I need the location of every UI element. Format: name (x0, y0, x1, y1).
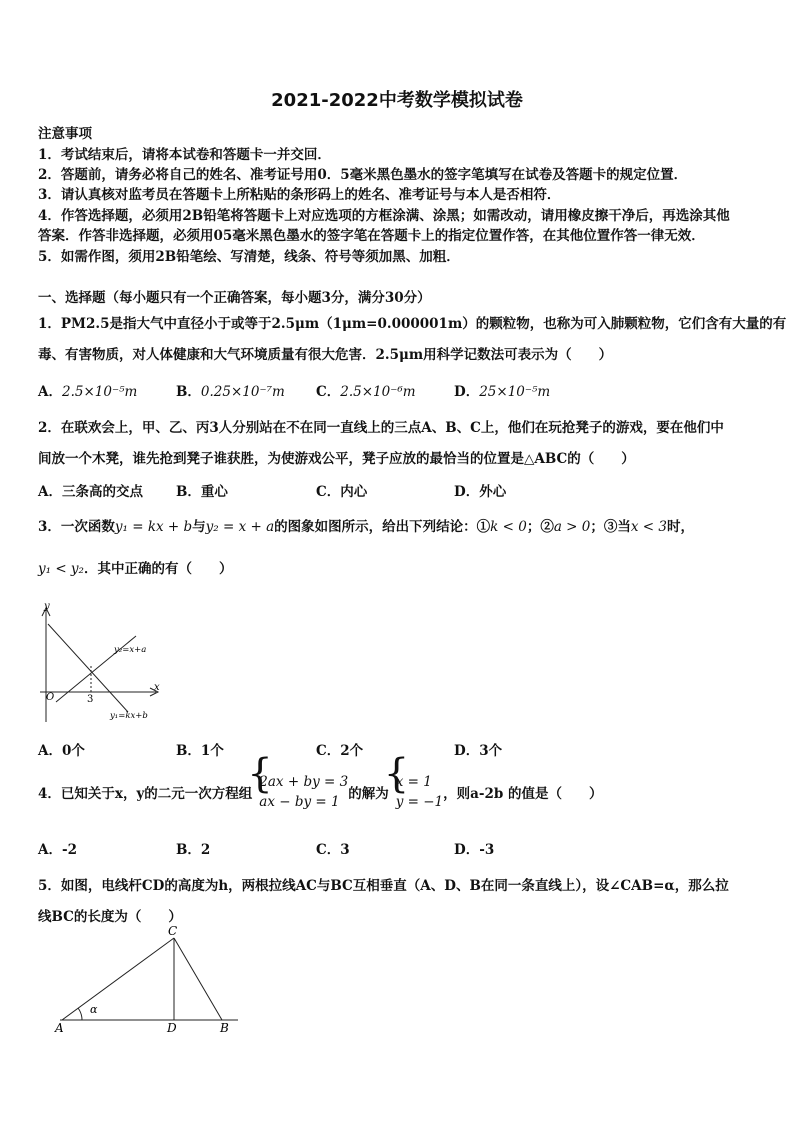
q2-option-d[interactable]: D．外心 (454, 484, 507, 500)
q2-option-b[interactable]: B．重心 (176, 484, 228, 500)
page-title: 2021-2022中考数学模拟试卷 (271, 90, 523, 111)
question-1-text: 1．PM2.5是指大气中直径小于或等于2.5μm（1μm=0.000001m）的颗粒物，也称为可入肺颗粒物，它们含有大量的有 (38, 316, 787, 332)
note-item: 答案．作答非选择题，必须用05毫米黑色墨水的签字笔在答题卡上的指定位置作答，在其他位置作答一律无效． (38, 228, 705, 244)
question-2-text: 2．在联欢会上，甲、乙、丙3人分别站在不在同一直线上的三点A、B、C上，他们在玩抢凳子的游戏，要在他们中 (38, 420, 724, 436)
q4-option-c[interactable]: C．3 (316, 842, 350, 858)
cable-bc (174, 938, 222, 1020)
question-3-text: y₁ < y₂．其中正确的有（ ） (38, 561, 233, 577)
line-y1-label: y₁=kx+b (110, 711, 148, 721)
note-item: 3．请认真核对监考员在答题卡上所粘贴的条形码上的姓名、准考证号与本人是否相符． (38, 187, 561, 203)
q1-option-a[interactable]: A．2.5×10⁻⁵m (38, 384, 138, 400)
question-2-text: 间放一个木凳，谁先抢到凳子谁获胜，为使游戏公平，凳子应放的最恰当的位置是△ABC的（ ） (38, 451, 635, 467)
note-item: 5．如需作图，须用2B铅笔绘、写清楚，线条、符号等须加黑、加粗． (38, 249, 460, 265)
origin-label: O (46, 692, 55, 703)
q1-option-c[interactable]: C．2.5×10⁻⁶m (316, 384, 416, 400)
label-alpha: α (90, 1003, 98, 1016)
q2-option-a[interactable]: A．三条高的交点 (38, 484, 143, 500)
q1-option-b[interactable]: B．0.25×10⁻⁷m (176, 384, 285, 400)
q3-graph (36, 600, 186, 725)
notes-heading: 注意事项 (38, 126, 92, 142)
note-item: 2．答题前，请务必将自己的姓名、准考证号用0．5毫米黑色墨水的签字笔填写在试卷及答题卡的规定位置． (38, 167, 688, 183)
question-3-text: 3．一次函数y₁ = kx + b与y₂ = x + a的图象如图所示，给出下列结论：①k < 0；②a > 0；③当x < 3时， (38, 519, 694, 535)
note-item: 4．作答选择题，必须用2B铅笔将答题卡上对应选项的方框涂满、涂黑；如需改动，请用橡皮擦干净后，再选涂其他 (38, 208, 730, 224)
x-axis-label: x (154, 682, 160, 693)
q4-option-d[interactable]: D．-3 (454, 842, 495, 858)
angle-arc (78, 1008, 82, 1020)
q3-option-c[interactable]: C．2个 (316, 743, 364, 759)
q1-option-d[interactable]: D．25×10⁻⁵m (454, 384, 551, 400)
line-y2-label: y₂=x+a (114, 645, 147, 655)
label-c: C (168, 924, 178, 938)
q4-option-b[interactable]: B．2 (176, 842, 211, 858)
label-a: A (55, 1021, 64, 1034)
q2-option-c[interactable]: C．内心 (316, 484, 368, 500)
question-5-text: 线BC的长度为（ ） (38, 909, 182, 925)
q3-option-a[interactable]: A．0个 (38, 743, 85, 759)
y-axis-label: y (44, 601, 50, 612)
equation-system: { 2ax + by = 3 ax − by = 1 (252, 772, 348, 812)
label-d: D (167, 1021, 177, 1034)
label-b: B (220, 1021, 229, 1034)
section-heading: 一、选择题（每小题只有一个正确答案，每小题3分，满分30分） (38, 290, 431, 306)
note-item: 1．考试结束后，请将本试卷和答题卡一并交回． (38, 147, 331, 163)
q3-option-d[interactable]: D．3个 (454, 743, 503, 759)
q3-option-b[interactable]: B．1个 (176, 743, 224, 759)
q5-figure (50, 922, 250, 1034)
solution-system: { x = 1 y = −1 (389, 772, 443, 812)
question-1-text: 毒、有害物质，对人体健康和大气环境质量有很大危害．2.5μm用科学记数法可表示为（ ） (38, 347, 613, 363)
x-mark-label: 3 (87, 694, 94, 705)
q4-option-a[interactable]: A．-2 (38, 842, 77, 858)
question-4-text: 4．已知关于x，y的二元一次方程组{ 2ax + by = 3 ax − by = 1 的解为{ x = 1 y = −1，则a-2b 的值是（ ） (38, 772, 603, 812)
question-5-text: 5．如图，电线杆CD的高度为h，两根拉线AC与BC互相垂直（A、D、B在同一条直线上），设∠CAB=α，那么拉 (38, 878, 729, 894)
cable-ac (62, 938, 174, 1020)
